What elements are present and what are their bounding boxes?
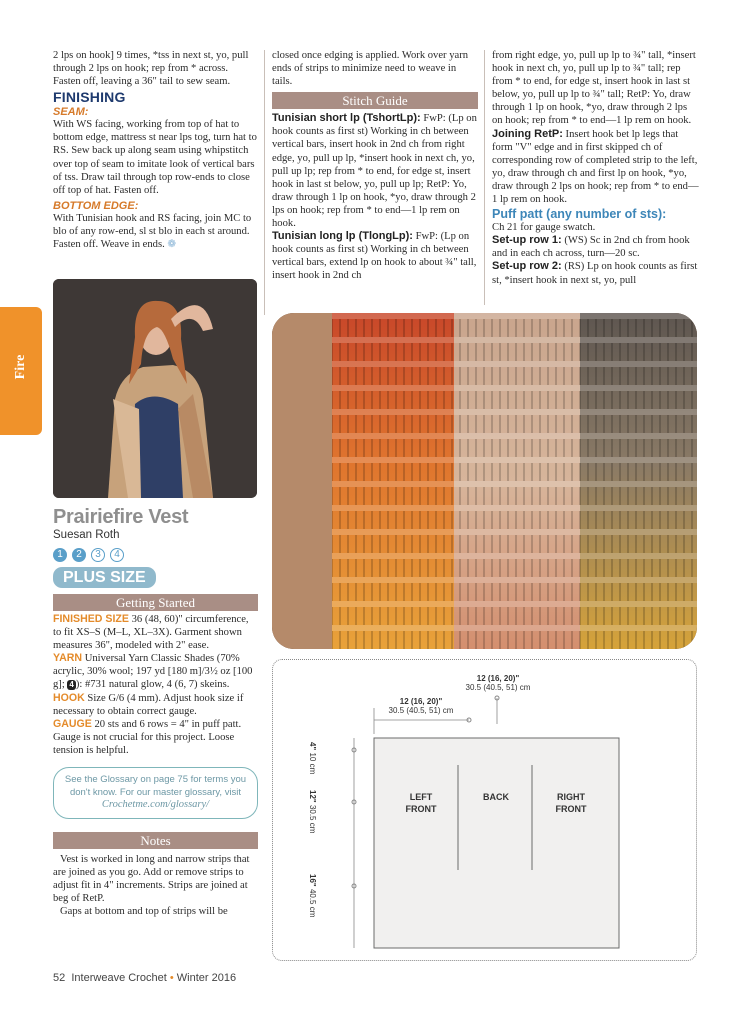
bottom-edge-heading: BOTTOM EDGE:	[53, 199, 139, 212]
dimension-left-3: 16" 40.5 cm	[308, 874, 317, 918]
panel-left-front: LEFT FRONT	[405, 792, 437, 814]
getting-started-heading: Getting Started	[53, 594, 258, 611]
dimension-top-1: 12 (16, 20)" 30.5 (40.5, 51) cm	[388, 697, 454, 715]
col2-intro: closed once edging is applied. Work over yarn ends of strips to minimize need to weave in tails.	[272, 50, 469, 88]
yarn-info: YARN Universal Yarn Classic Shades (70% acrylic, 30% wool; 197 yd [180 m]/3½ oz [100 g]; 4 ): #731 natural glow, 4 (6, 7) skeins.	[53, 652, 253, 691]
column-3	[492, 49, 700, 287]
seam-heading: SEAM:	[53, 106, 89, 119]
yarn-weight-icon: 4	[69, 680, 74, 690]
plus-size-badge: PLUS SIZE	[53, 567, 156, 588]
dimension-left-1: 4" 10 cm	[308, 742, 317, 775]
section-tab	[0, 307, 42, 435]
finishing-heading: FINISHING	[53, 89, 126, 106]
bottom-edge-text: With Tunisian hook and RS facing, join MC to blo of any row-end, sl st blo in each st around. Fasten off. Weave in ends. ❁	[53, 212, 252, 251]
gauge-info: GAUGE 20 sts and 6 rows = 4" in puff patt. Gauge is not crucial for this project. Loose tension is helpful.	[53, 717, 242, 756]
skill-level-1: 1	[53, 548, 67, 562]
panel-right-front: RIGHT FRONT	[555, 792, 587, 814]
notes-heading: Notes	[53, 832, 258, 849]
pattern-title: Prairiefire Vest	[53, 506, 189, 528]
setup-row-2: Set-up row 2: (RS) Lp on hook counts as first st, *insert hook in next st, yo, pull	[492, 260, 698, 286]
designer-name: Suesan Roth	[53, 529, 120, 541]
publication-name: Interweave Crochet	[71, 972, 167, 984]
model-illustration	[53, 279, 257, 498]
vest-closeup-photo	[272, 313, 697, 649]
tlonglp-definition: Tunisian long lp (TlongLp): FwP: (Lp on hook counts as first st) Working in ch between vertical bars, extend lp on hook to about ¾" tall, insert hook in 2nd ch	[272, 230, 477, 282]
skill-levels	[53, 544, 258, 562]
tshortlp-definition: Tunisian short lp (TshortLp): FwP: (Lp on hook counts as first st) Working in ch between vertical bars, insert hook in 2nd ch from right edge, yo, pull up lp, *insert hook in next ch, yo, pull up lp; rep from * to end, for edge st, insert hook in last st below, yo, pull up lp; RetP: Yo, draw through 1 lp on hook, *yo, draw through 2 lps on hook; rep from * to end—1 lp rem on hook.	[272, 112, 477, 230]
skill-level-3: 3	[91, 548, 105, 562]
glossary-callout: See the Glossary on page 75 for terms you don't know. For our master glossary, visit Crochetme.com/glossary/	[53, 767, 258, 819]
skill-level-4: 4	[110, 548, 124, 562]
setup-row-1: Set-up row 1: (WS) Sc in 2nd ch from hook and in each ch across, turn—20 sc.	[492, 234, 690, 260]
panel-back: BACK	[483, 792, 509, 802]
dimension-top-2: 12 (16, 20)" 30.5 (40.5, 51) cm	[465, 674, 531, 692]
page-number: 52	[53, 972, 66, 984]
seam-text: With WS facing, working from top of hat to bottom edge, mattress st near lps tog, turn hat to RS. Sew back up along seam using whipstitch over top of seam to imitate look of vertical bars of tss. Draw tail through top row-ends to close off top of hat. Fasten off.	[53, 119, 257, 196]
dimension-left-2: 12" 30.5 cm	[308, 790, 317, 834]
puff-patt-text: Ch 21 for gauge swatch.	[492, 222, 596, 234]
col3-intro: from right edge, yo, pull up lp to ¾" tall, *insert hook in next ch, yo, pull up lp to ¾" tall; rep from * to end, for edge st, insert hook in last st below, yo, pull up lp to ¾" tall; RetP: Yo, draw through 1 lp on hook, *yo, draw through 2 lps on hook; rep from * to end—1 lp rem on hook.	[492, 50, 696, 127]
column-2	[272, 49, 478, 283]
finished-size: FINISHED SIZE 36 (48, 60)" circumference, to fit XS–S (M–L, XL–3X). Garment shown measures 36", modeled with 2" ease.	[53, 613, 249, 652]
puff-patt-heading: Puff patt (any number of sts):	[492, 207, 667, 222]
glossary-link[interactable]: Crochetme.com/glossary/	[101, 799, 210, 811]
joining-retp: Joining RetP: Insert hook bet lp legs that form "V" edge and in first skipped ch of corresponding row of completed strip to the left, yo, draw through ch and first lp on hook, *yo, draw through 2 lps on hook; rep from * to end—1 lp rem on hook.	[492, 127, 699, 206]
stitch-guide-heading: Stitch Guide	[272, 92, 478, 109]
notes-paragraph-1: Vest is worked in long and narrow strips that are joined as you go. Add or remove strips to adjust fit in 4" increments. Strips are joined at beg of RetP.	[53, 853, 250, 904]
column-1	[53, 49, 258, 251]
col1-intro: 2 lps on hook] 9 times, *tss in next st, yo, pull through 2 lps on hook; rep from * across. Fasten off, leaving a 36" tail to sew seam.	[53, 50, 249, 88]
column-rule	[484, 50, 485, 305]
pattern-info	[53, 506, 258, 918]
schematic-diagram	[272, 659, 697, 961]
column-rule	[264, 50, 265, 315]
schematic-drawing	[273, 660, 695, 959]
section-tab-label: Fire	[13, 354, 28, 380]
vest-closeup-illustration	[272, 313, 697, 649]
page-footer	[53, 972, 236, 984]
issue-name: Winter 2016	[176, 972, 237, 984]
footer-bullet: •	[169, 972, 174, 984]
hook-info: HOOK Size G/6 (4 mm). Adjust hook size if necessary to obtain correct gauge.	[53, 691, 244, 717]
model-photo	[53, 279, 257, 498]
notes-paragraph-2: Gaps at bottom and top of strips will be	[60, 905, 228, 917]
skill-level-2: 2	[72, 548, 86, 562]
end-mark-icon: ❁	[167, 239, 177, 251]
